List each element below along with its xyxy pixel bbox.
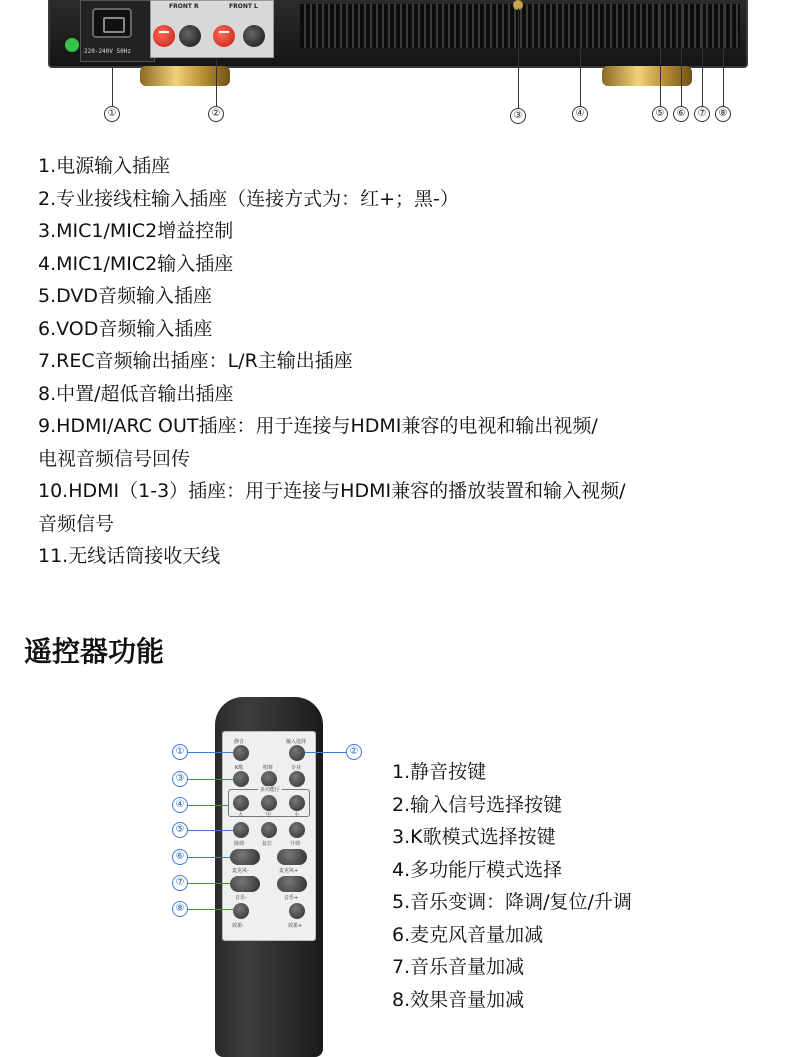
k-mode-button[interactable]	[233, 771, 249, 787]
list-item: 4.多功能厅模式选择	[392, 858, 563, 881]
pro-mode-button[interactable]	[289, 771, 305, 787]
callout-line	[188, 883, 230, 884]
leader-line	[580, 0, 581, 106]
remote-label-music-minus: 音乐-	[235, 895, 247, 901]
remote-label-big: 大	[238, 812, 244, 818]
rear-panel-list	[38, 150, 758, 573]
red-terminal-icon	[213, 25, 235, 47]
leader-line	[216, 60, 217, 106]
remote-label-input: 输入选择	[286, 739, 307, 745]
callout-line	[188, 857, 230, 858]
speaker-label-left: FRONT L	[229, 3, 258, 10]
list-item: 8.中置/超低音输出插座	[38, 382, 234, 405]
remote-label-mid: 中	[266, 812, 272, 818]
input-select-button[interactable]	[289, 745, 305, 761]
remote-label-pro: 专业	[291, 765, 302, 771]
list-item: 3.K歌模式选择按键	[392, 826, 556, 848]
list-item: 9.HDMI/ARC OUT插座：用于连接与HDMI兼容的电视和输出视频/	[38, 415, 598, 437]
callout-line	[305, 752, 347, 753]
callout-line	[188, 752, 233, 753]
voltage-label: 220-240V 50Hz	[84, 48, 131, 55]
remote-label-effect-minus: 效果-	[232, 923, 244, 929]
remote-label-reset: 复位	[262, 841, 273, 847]
callout-line	[188, 779, 233, 780]
remote-callout-1: ①	[172, 744, 188, 760]
rear-panel-photo	[0, 0, 790, 135]
leader-line	[723, 0, 724, 106]
remote-label-mic-minus: 麦克风-	[232, 868, 249, 874]
remote-function-list	[392, 756, 632, 1016]
leader-line	[660, 0, 661, 106]
remote-label-up: 升调	[290, 841, 301, 847]
plus-mark-icon	[219, 31, 229, 33]
key-down-button[interactable]	[233, 822, 249, 838]
list-item: 电视音频信号回传	[38, 447, 191, 470]
plus-mark-icon	[159, 31, 169, 33]
hall-mid-button[interactable]	[261, 795, 277, 811]
remote-label-down: 降调	[234, 841, 245, 847]
remote-callout-6: ⑥	[172, 849, 188, 865]
remote-label-mute: 静音	[234, 739, 245, 745]
remote-callout-7: ⑦	[172, 875, 188, 891]
callout-line	[188, 830, 233, 831]
leader-line	[112, 68, 113, 106]
remote-callout-3: ③	[172, 771, 188, 787]
leader-line	[518, 8, 519, 108]
list-item: 5.DVD音频输入插座	[38, 285, 213, 307]
callout-5: ⑤	[652, 106, 668, 122]
list-item: 1.电源输入插座	[38, 155, 171, 177]
power-switch-icon	[65, 38, 79, 52]
callout-6: ⑥	[673, 106, 689, 122]
red-terminal-icon	[153, 25, 175, 47]
list-item: 5.音乐变调：降调/复位/升调	[392, 891, 632, 913]
effect-minus-button[interactable]	[233, 903, 249, 919]
list-item: 4.MIC1/MIC2输入插座	[38, 252, 234, 275]
callout-1: ①	[104, 106, 120, 122]
callout-4: ④	[572, 106, 588, 122]
ktv-mode-button[interactable]	[261, 771, 277, 787]
key-up-button[interactable]	[289, 822, 305, 838]
list-item: 1.静音按键	[392, 761, 487, 783]
key-reset-button[interactable]	[261, 822, 277, 838]
black-terminal-icon	[243, 25, 265, 47]
callout-line	[188, 805, 228, 806]
speaker-label-right: FRONT R	[169, 3, 199, 10]
callout-3: ③	[510, 108, 526, 124]
list-item: 8.效果音量加减	[392, 988, 525, 1011]
remote-label-small: 小	[294, 812, 300, 818]
mic-plus-button[interactable]	[277, 849, 307, 865]
callout-2: ②	[208, 106, 224, 122]
callout-line	[188, 909, 233, 910]
section-title: 遥控器功能	[24, 635, 165, 668]
list-item: 音频信号	[38, 512, 115, 535]
remote-label-ktv: 唱将	[263, 765, 274, 771]
black-terminal-icon	[179, 25, 201, 47]
list-item: 2.专业接线柱输入插座（连接方式为：红+；黑-）	[38, 187, 459, 210]
remote-label-hall: 多功能厅	[260, 787, 281, 793]
remote-label-effect-plus: 效果+	[288, 923, 303, 929]
power-socket-icon	[92, 8, 132, 38]
callout-8: ⑧	[715, 106, 731, 122]
mute-button[interactable]	[233, 745, 249, 761]
remote-label-mic-plus: 麦克风+	[279, 868, 299, 874]
hall-small-button[interactable]	[289, 795, 305, 811]
mic-minus-button[interactable]	[230, 849, 260, 865]
ventilation-grille	[300, 4, 740, 48]
list-item: 7.REC音频输出插座：L/R主输出插座	[38, 350, 353, 372]
leader-line	[702, 0, 703, 106]
music-minus-button[interactable]	[230, 876, 260, 892]
remote-callout-5: ⑤	[172, 822, 188, 838]
gold-foot-right	[602, 66, 692, 86]
list-item: 6.麦克风音量加减	[392, 923, 544, 946]
list-item: 7.音乐音量加减	[392, 956, 525, 978]
speaker-terminal-plate	[150, 0, 274, 58]
remote-callout-4: ④	[172, 797, 188, 813]
list-item: 3.MIC1/MIC2增益控制	[38, 220, 234, 242]
list-item: 2.输入信号选择按键	[392, 793, 563, 816]
music-plus-button[interactable]	[277, 876, 307, 892]
hall-big-button[interactable]	[233, 795, 249, 811]
remote-label-k: K歌	[235, 765, 244, 771]
list-item: 6.VOD音频输入插座	[38, 317, 213, 340]
remote-callout-2: ②	[346, 744, 362, 760]
list-item: 10.HDMI（1-3）插座：用于连接与HDMI兼容的播放装置和输入视频/	[38, 480, 626, 502]
callout-7: ⑦	[694, 106, 710, 122]
leader-line	[681, 0, 682, 106]
remote-label-music-plus: 音乐+	[284, 895, 299, 901]
remote-callout-8: ⑧	[172, 901, 188, 917]
list-item: 11.无线话筒接收天线	[38, 545, 221, 567]
effect-plus-button[interactable]	[289, 903, 305, 919]
